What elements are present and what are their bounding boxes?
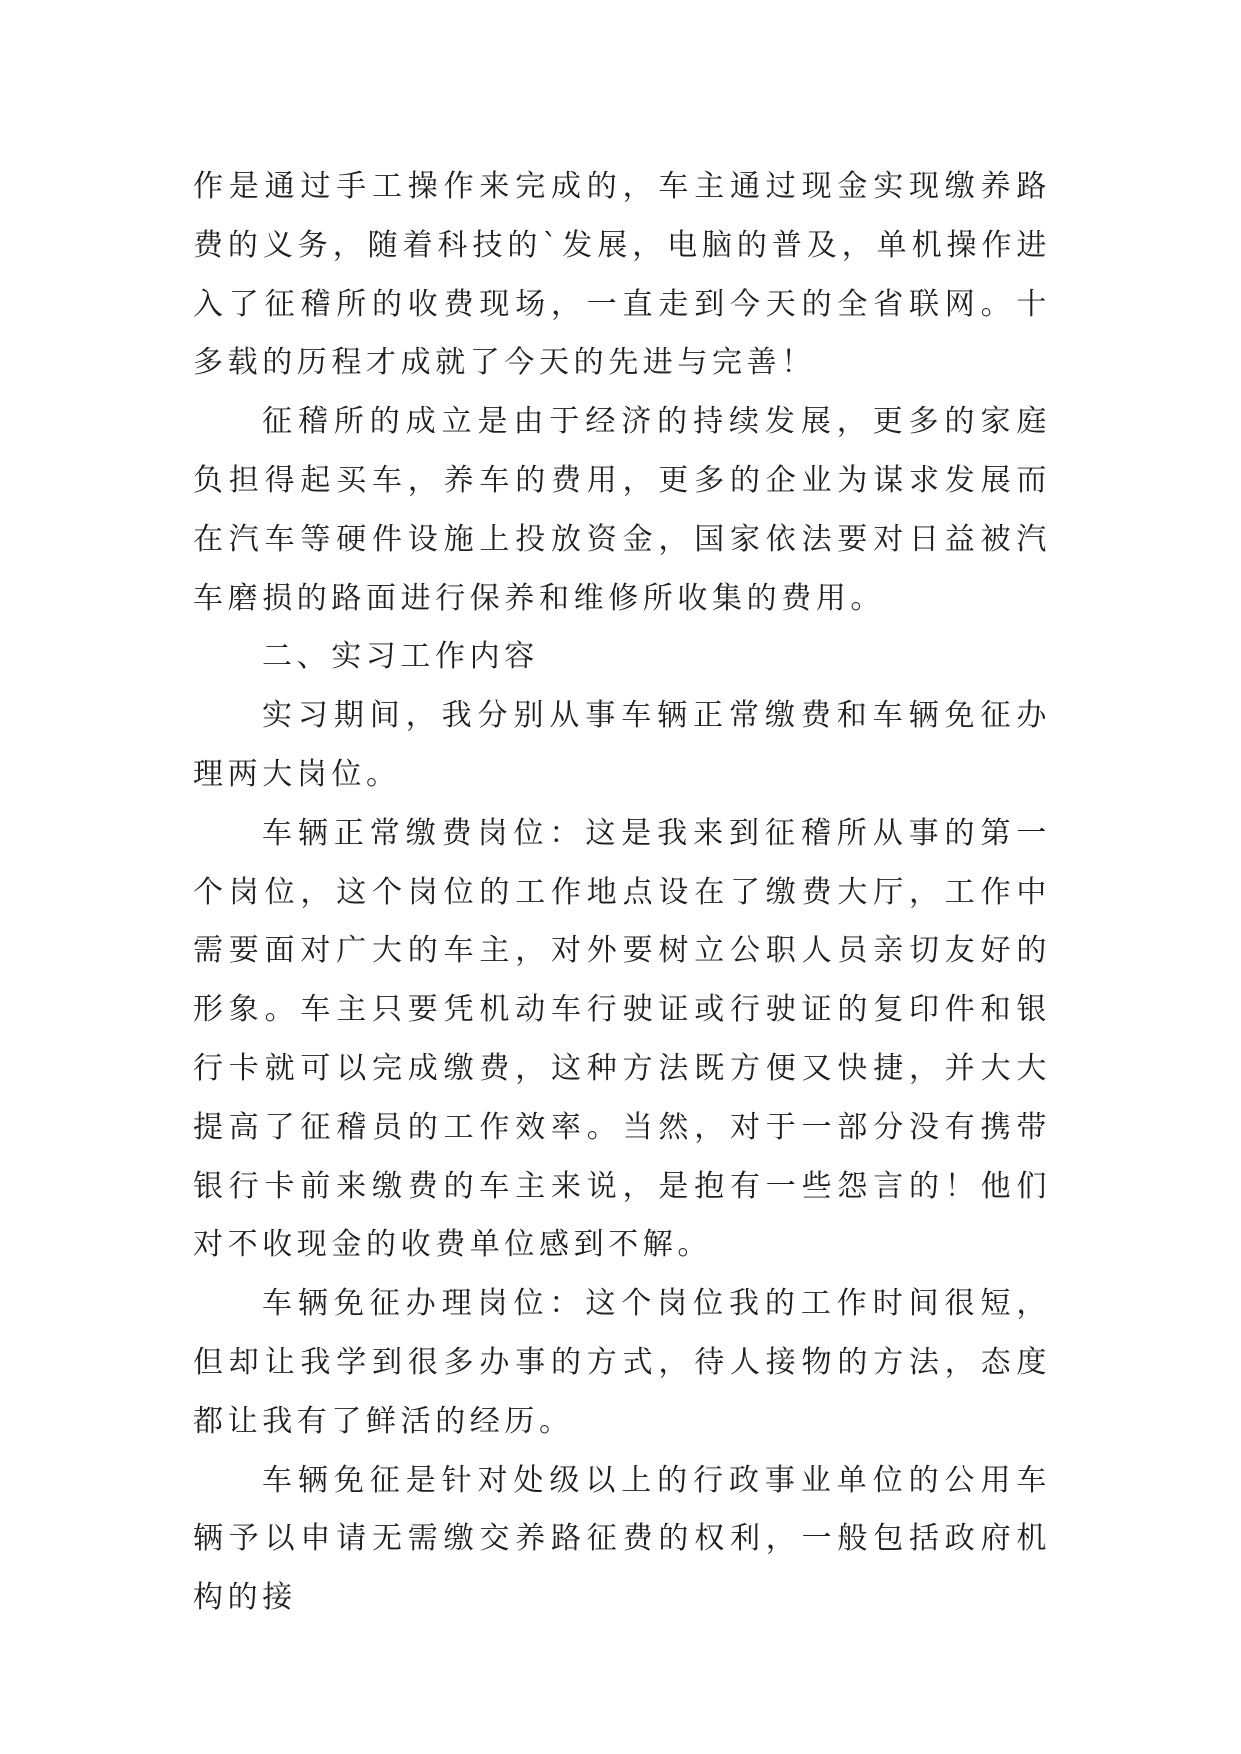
section-heading: 二、实习工作内容	[262, 639, 539, 675]
exemption-position-paragraph: 车辆免征办理岗位：这个岗位我的工作时间很短，但却让我学到很多办事的方式，待人接物的方法，态度都让我有了鲜活的经历。	[193, 1286, 1051, 1439]
normal-payment-paragraph: 车辆正常缴费岗位：这是我来到征稽所从事的第一个岗位，这个岗位的工作地点设在了缴费大厅，工作中需要面对广大的车主，对外要树立公职人员亲切友好的形象。车主只要凭机动车行驶证或行驶证的复印件和银行卡就可以完成缴费，这种方法既方便又快捷，并大大提高了征稽员的工作效率。当然，对于一部分没有携带银行卡前来缴费的车主来说，是抱有一些怨言的！他们对不收现金的收费单位感到不解。	[193, 815, 1051, 1263]
exemption-definition-paragraph: 车辆免征是针对处级以上的行政事业单位的公用车辆予以申请无需缴交养路征费的权利，一般包括政府机构的接	[193, 1462, 1051, 1616]
continuation-paragraph: 作是通过手工操作来完成的，车主通过现金实现缴养路费的义务，随着科技的`发展，电脑的普及，单机操作进入了征稽所的收费现场，一直走到今天的全省联网。十多载的历程才成就了今天的先进与完善！	[193, 169, 1051, 381]
document-body	[193, 158, 1051, 1628]
establishment-paragraph: 征稽所的成立是由于经济的持续发展，更多的家庭负担得起买车，养车的费用，更多的企业为谋求发展而在汽车等硬件设施上投放资金，国家依法要对日益被汽车磨损的路面进行保养和维修所收集的费用。	[193, 404, 1051, 616]
positions-paragraph: 实习期间，我分别从事车辆正常缴费和车辆免征办理两大岗位。	[193, 698, 1051, 792]
